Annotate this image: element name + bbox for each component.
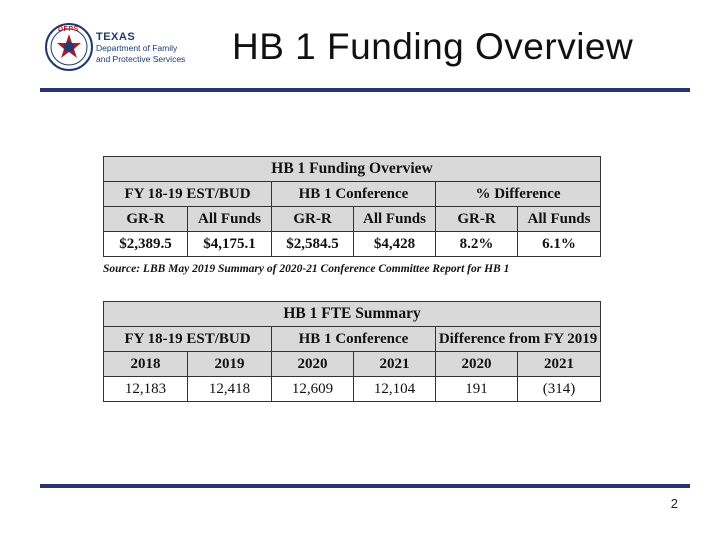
sub-header: All Funds — [354, 207, 436, 232]
table-cell: 12,104 — [354, 377, 436, 402]
group-header: HB 1 Conference — [272, 182, 436, 207]
sub-header: GR-R — [436, 207, 518, 232]
group-header-row — [104, 327, 601, 352]
table-cell: (314) — [518, 377, 601, 402]
bottom-divider — [40, 484, 690, 488]
sub-header: 2021 — [518, 352, 601, 377]
table-cell: 6.1% — [518, 232, 601, 257]
sub-header: All Funds — [188, 207, 272, 232]
table-row — [104, 232, 601, 257]
seal-text: DFPS — [58, 26, 79, 33]
table-cell: 12,183 — [104, 377, 188, 402]
slide-title: HB 1 Funding Overview — [232, 26, 634, 67]
table-cell: $2,584.5 — [272, 232, 354, 257]
top-divider — [40, 88, 690, 92]
fte-table-title: HB 1 FTE Summary — [104, 302, 601, 327]
sub-header: 2021 — [354, 352, 436, 377]
fte-summary-table — [103, 301, 601, 402]
group-header: FY 18-19 EST/BUD — [104, 182, 272, 207]
table-cell: $4,428 — [354, 232, 436, 257]
sub-header: 2018 — [104, 352, 188, 377]
table-cell: 8.2% — [436, 232, 518, 257]
agency-line-1: Department of Family — [96, 43, 178, 53]
sub-header: GR-R — [272, 207, 354, 232]
sub-header: GR-R — [104, 207, 188, 232]
funding-overview-table — [103, 156, 601, 257]
sub-header-row — [104, 207, 601, 232]
table-cell: 191 — [436, 377, 518, 402]
agency-state: TEXAS — [96, 31, 136, 43]
table-row — [104, 377, 601, 402]
table-cell: 12,418 — [188, 377, 272, 402]
group-header: HB 1 Conference — [272, 327, 436, 352]
sub-header: All Funds — [518, 207, 601, 232]
funding-table-title: HB 1 Funding Overview — [104, 157, 601, 182]
page-number: 2 — [670, 496, 678, 511]
sub-header: 2020 — [272, 352, 354, 377]
group-header: FY 18-19 EST/BUD — [104, 327, 272, 352]
sub-header: 2019 — [188, 352, 272, 377]
dfps-logo — [44, 22, 204, 78]
table-title-row — [104, 157, 601, 182]
table-cell: $2,389.5 — [104, 232, 188, 257]
table-title-row — [104, 302, 601, 327]
group-header-row — [104, 182, 601, 207]
source-note: Source: LBB May 2019 Summary of 2020-21 Conference Committee Report for HB 1 — [103, 263, 510, 275]
agency-line-2: and Protective Services — [96, 54, 186, 64]
table-cell: $4,175.1 — [188, 232, 272, 257]
table-cell: 12,609 — [272, 377, 354, 402]
group-header: Difference from FY 2019 — [436, 327, 601, 352]
agency-name — [96, 32, 185, 65]
group-header: % Difference — [436, 182, 601, 207]
sub-header-row — [104, 352, 601, 377]
sub-header: 2020 — [436, 352, 518, 377]
